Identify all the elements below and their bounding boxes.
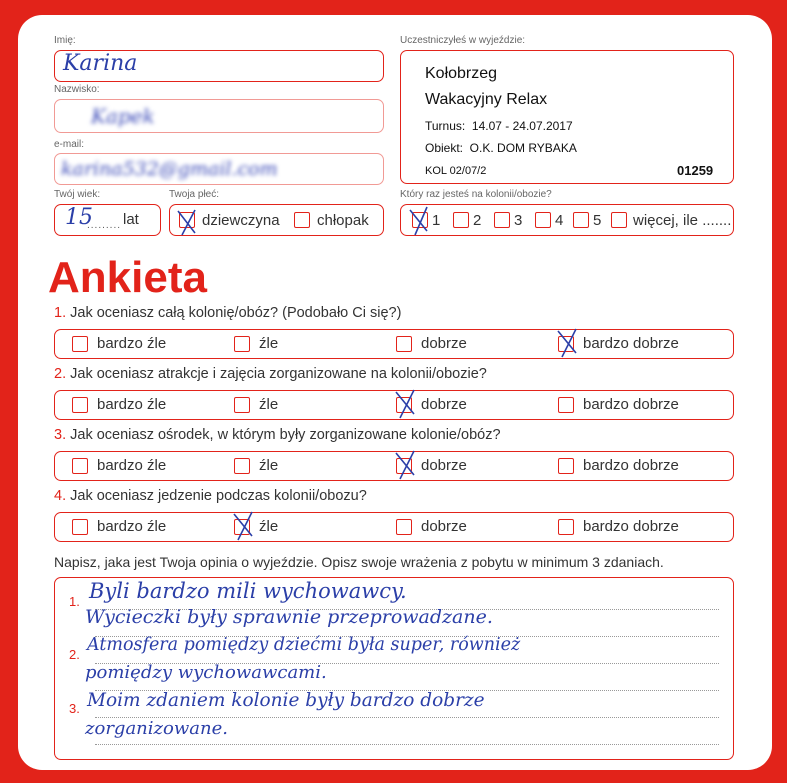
opinion-line-4: pomiędzy wychowawcami. [85,662,327,683]
opinion-line-2: Wycieczki były sprawnie przeprowadzane. [85,606,493,628]
rating-checkbox[interactable] [72,458,88,474]
rating-option-label: źle [259,457,279,474]
rating-option-label: dobrze [421,396,467,413]
question-4-options [54,512,734,542]
question-label: Jak oceniasz ośrodek, w którym były zorganizowane kolonie/obóz? [70,427,501,443]
question-1-text [54,305,401,321]
question-3-text [54,427,501,443]
trip-label: Uczestniczyłeś w wyjeździe: [400,35,526,46]
rating-option-label: dobrze [421,518,467,535]
gender-checkbox-boy[interactable] [294,212,310,228]
question-4-text [54,488,367,504]
rating-checkbox[interactable] [558,336,574,352]
which-time-checkbox-1[interactable] [412,212,428,228]
rating-checkbox[interactable] [234,458,250,474]
rating-checkbox[interactable] [558,458,574,474]
opinion-box[interactable] [54,577,734,760]
which-time-checkbox-3[interactable] [494,212,510,228]
which-time-option-5: 5 [593,212,602,229]
email-field[interactable] [54,153,384,185]
opinion-line [95,744,719,745]
rating-checkbox[interactable] [234,519,250,535]
question-label: Jak oceniasz atrakcje i zajęcia zorganizowane na kolonii/obozie? [70,366,487,382]
question-2-text [54,366,487,382]
surname-field[interactable] [54,99,384,133]
surname-value: Kapek [91,104,155,128]
which-time-option-3: 3 [514,212,523,229]
question-number: 4. [54,488,67,504]
rating-checkbox[interactable] [558,519,574,535]
trip-city: Kołobrzeg [425,65,498,82]
gender-option-girl: dziewczyna [202,212,280,229]
age-label: Twój wiek: [54,189,101,200]
rating-checkbox[interactable] [558,397,574,413]
question-label: Jak oceniasz jedzenie podczas kolonii/obozu? [70,488,367,504]
name-label: Imię: [54,35,76,46]
which-time-checkbox-4[interactable] [535,212,551,228]
rating-option-label: bardzo źle [97,335,167,352]
rating-option-label: bardzo dobrze [583,518,679,535]
rating-checkbox[interactable] [234,336,250,352]
name-field[interactable] [54,50,384,82]
trip-number: 01259 [677,163,714,178]
rating-checkbox[interactable] [396,397,412,413]
rating-option-label: bardzo dobrze [583,457,679,474]
gender-group [169,204,384,236]
opinion-number-3: 3. [69,701,80,716]
question-number: 1. [54,305,67,321]
email-value: karina532@gmail.com [61,158,278,180]
question-label: Jak oceniasz całą kolonię/obóz? (Podobało Ci się?) [70,305,402,321]
rating-option-label: bardzo źle [97,396,167,413]
rating-option-label: dobrze [421,457,467,474]
opinion-line-3: Atmosfera pomiędzy dziećmi była super, również [87,635,521,655]
rating-checkbox[interactable] [396,336,412,352]
question-3-options [54,451,734,481]
opinion-line-1: Byli bardzo mili wychowawcy. [89,579,407,603]
age-dots: ......... [87,220,122,231]
which-time-checkbox-5[interactable] [573,212,589,228]
rating-option-label: bardzo źle [97,518,167,535]
which-time-option-4: 4 [555,212,564,229]
question-number: 2. [54,366,67,382]
gender-label: Twoja płeć: [169,189,220,200]
which-time-checkbox-more[interactable] [611,212,627,228]
rating-option-label: bardzo dobrze [583,335,679,352]
question-number: 3. [54,427,67,443]
which-time-group [400,204,734,236]
trip-obiekt: Obiekt: O.K. DOM RYBAKA [425,141,577,155]
name-value: Karina [63,51,138,76]
opinion-number-2: 2. [69,647,80,662]
surname-label: Nazwisko: [54,84,100,95]
trip-code: KOL 02/07/2 [425,165,487,177]
age-value: 15 [65,205,93,230]
opinion-number-1: 1. [69,594,80,609]
rating-checkbox[interactable] [72,336,88,352]
rating-checkbox[interactable] [72,519,88,535]
form-card [18,15,772,770]
opinion-prompt: Napisz, jaka jest Twoja opinia o wyjeździe. Opisz swoje wrażenia z pobytu w minimum 3 zdaniach. [54,554,664,570]
trip-box [400,50,734,184]
rating-option-label: bardzo źle [97,457,167,474]
rating-checkbox[interactable] [72,397,88,413]
which-time-label: Który raz jesteś na kolonii/obozie? [400,189,552,200]
which-time-checkbox-2[interactable] [453,212,469,228]
rating-checkbox[interactable] [396,519,412,535]
rating-checkbox[interactable] [396,458,412,474]
gender-checkbox-girl[interactable] [179,212,195,228]
opinion-line-5: Moim zdaniem kolonie były bardzo dobrze [87,690,485,711]
gender-option-boy: chłopak [317,212,369,229]
which-time-option-1: 1 [432,212,441,229]
which-time-option-more: więcej, ile ....... [633,212,732,229]
rating-option-label: bardzo dobrze [583,396,679,413]
rating-option-label: źle [259,335,279,352]
which-time-option-2: 2 [473,212,482,229]
question-1-options [54,329,734,359]
rating-option-label: źle [259,396,279,413]
question-2-options [54,390,734,420]
rating-checkbox[interactable] [234,397,250,413]
page-title: Ankieta [48,253,207,302]
rating-option-label: źle [259,518,279,535]
email-label: e-mail: [54,139,85,150]
age-field[interactable] [54,204,161,236]
trip-turnus: Turnus: 14.07 - 24.07.2017 [425,119,573,133]
trip-program: Wakacyjny Relax [425,91,548,108]
rating-option-label: dobrze [421,335,467,352]
age-unit: lat [123,211,139,228]
opinion-line-6: zorganizowane. [85,718,228,739]
